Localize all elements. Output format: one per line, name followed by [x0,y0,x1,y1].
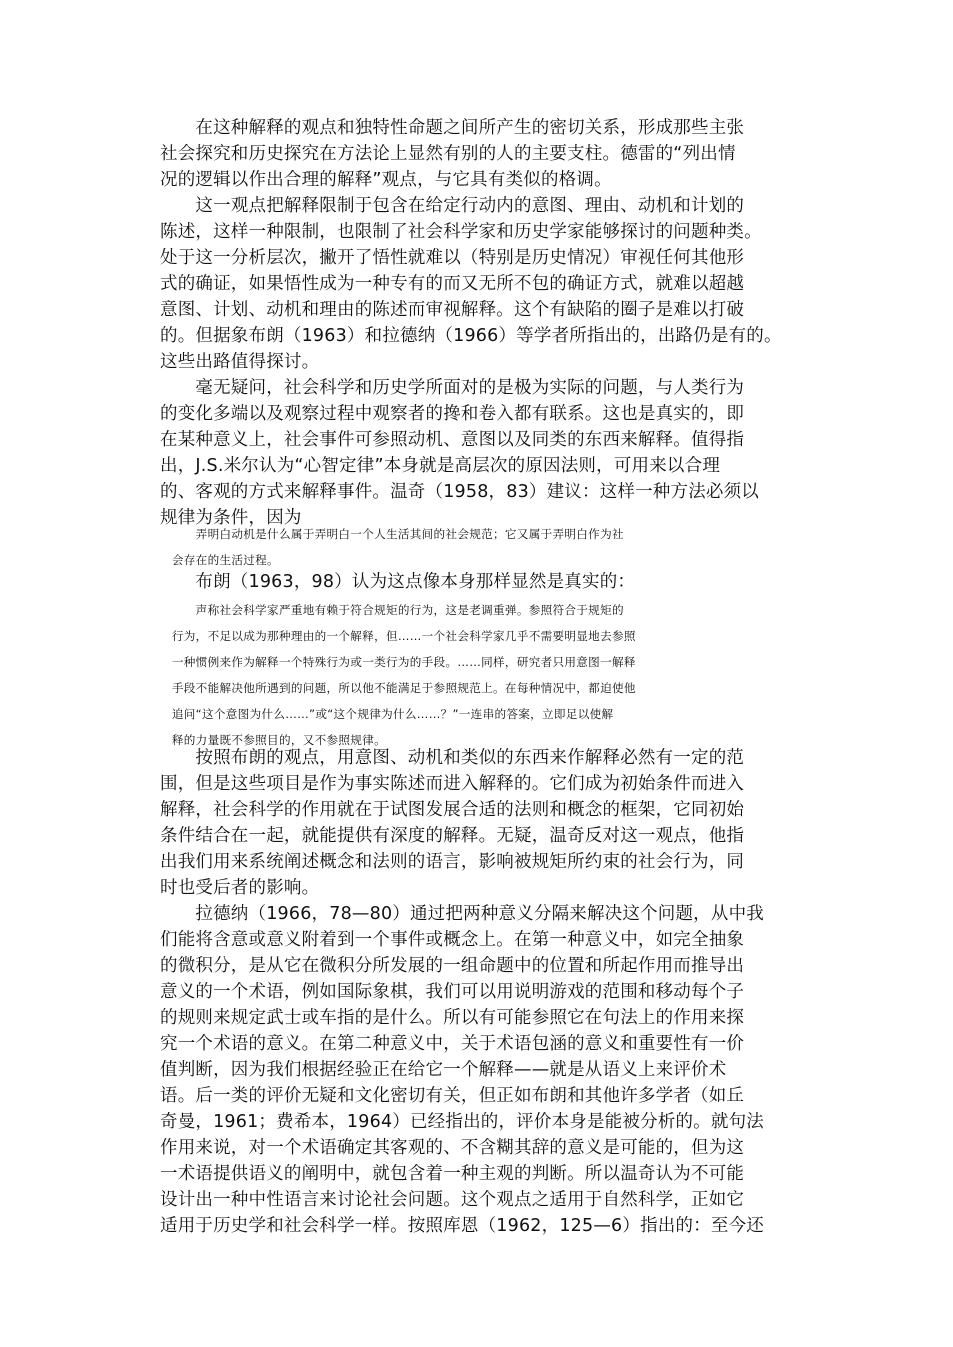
quote-intro-line: 布朗（1963，98）认为这点像本身那样显然是真实的： [160,572,636,592]
block-quote-brown: 声称社会科学家严重地有赖于符合规矩的行为，这是老调重弹。参照符合于规矩的 行为，不足以成为那种理由的一个解释，但……一个社会科学家几乎不需要明显地去参照 一种惯例来作为解释一个特殊行为或一类行为的手段。……同样，研究者只用意图一解释 手段不能解决他所遇到的问题，所以他不能满足于参照规范上。在每种情况中，都迫使他 追问“这个意图为什么……”或“这个规律为什么……？”一连串的答案，立即足以使解 释的力量既不参照目的，又不参照规律。 [171,603,636,747]
body-paragraphs-bottom: 按照布朗的观点，用意图、动机和类似的东西来作解释必然有一定的范 围，但是这些项目是作为事实陈述而进入解释的。它们成为初始条件而进入 解释，社会科学的作用就在于试图发展合适的法则和概念的框架，它同初始 条件结合在一起，就能提供有深度的解释。无疑，温奇反对这一观点，他指 出我们用来系统阐述概念和法则的语言，影响被规矩所约束的社会行为，同 时也受后者的影响。 拉德纳（1966，78—80）通过把两种意义分隔来解决这个问题，从中我 们能将含意或意义附着到一个事件或概念上。在第一种意义中，如完全抽象 的微积分，是从它在微积分所发展的一组命题中的位置和所起作用而推导出 意义的一个术语，例如国际象棋，我们可以用说明游戏的范围和移动每个子 的规则来规定武士或车指的是什么。所以有可能参照它在句法上的作用来探 究一个术语的意义。在第二种意义中，关于术语包涵的意义和重要性有一价 值判断，因为我们根据经验正在给它一个解释——就是从语义上来评价术 语。后一类的评价无疑和文化密切有关，但正如布朗和其他许多学者（如丘 奇曼，1961；费希本，1964）已经指出的，评价本身是能被分析的。就句法 作用来说，对一个术语确定其客观的、不含糊其辞的意义是可能的，但为这 一术语提供语义的阐明中，就包含着一种主观的判断。所以温奇认为不可能 设计出一种中性语言来讨论社会问题。这个观点之适用于自然科学，正如它 适用于历史学和社会科学一样。按照库恩（1962，125—6）指出的：至今还 [160,748,764,1236]
body-paragraphs-top: 在这种解释的观点和独特性命题之间所产生的密切关系，形成那些主张 社会探究和历史探究在方法论上显然有别的人的主要支柱。德雷的“列出情 况的逻辑以作出合理的解释”观点，与它具有类似的格调。 这一观点把解释限制于包含在给定行动内的意图、理由、动机和计划的 陈述，这样一种限制，也限制了社会科学家和历史学家能够探讨的问题种类。 处于这一分析层次，撇开了悟性就难以（特别是历史情况）审视任何其他形 式的确证，如果悟性成为一种专有的而又无所不包的确证方式，就难以超越 意图、计划、动机和理由的陈述而审视解释。这个有缺陷的圈子是难以打破 的。但据象布朗（1963）和拉德纳（1966）等学者所指出的，出路仍是有的。 这些出路值得探讨。 毫无疑问，社会科学和历史学所面对的是极为实际的问题，与人类行为 的变化多端以及观察过程中观察者的搀和卷入都有联系。这也是真实的，即 在某种意义上，社会事件可参照动机、意图以及同类的东西来解释。值得指 出，J.S.米尔认为“心智定律”本身就是高层次的原因法则，可用来以合理 的、客观的方式来解释事件。温奇（1958，83）建议：这样一种方法必须以 规律为条件，因为 [160,118,782,528]
block-quote-winch: 弄明白动机是什么属于弄明白一个人生活其间的社会规范；它又属于弄明白作为社 会存在的生活过程。 [171,527,624,567]
